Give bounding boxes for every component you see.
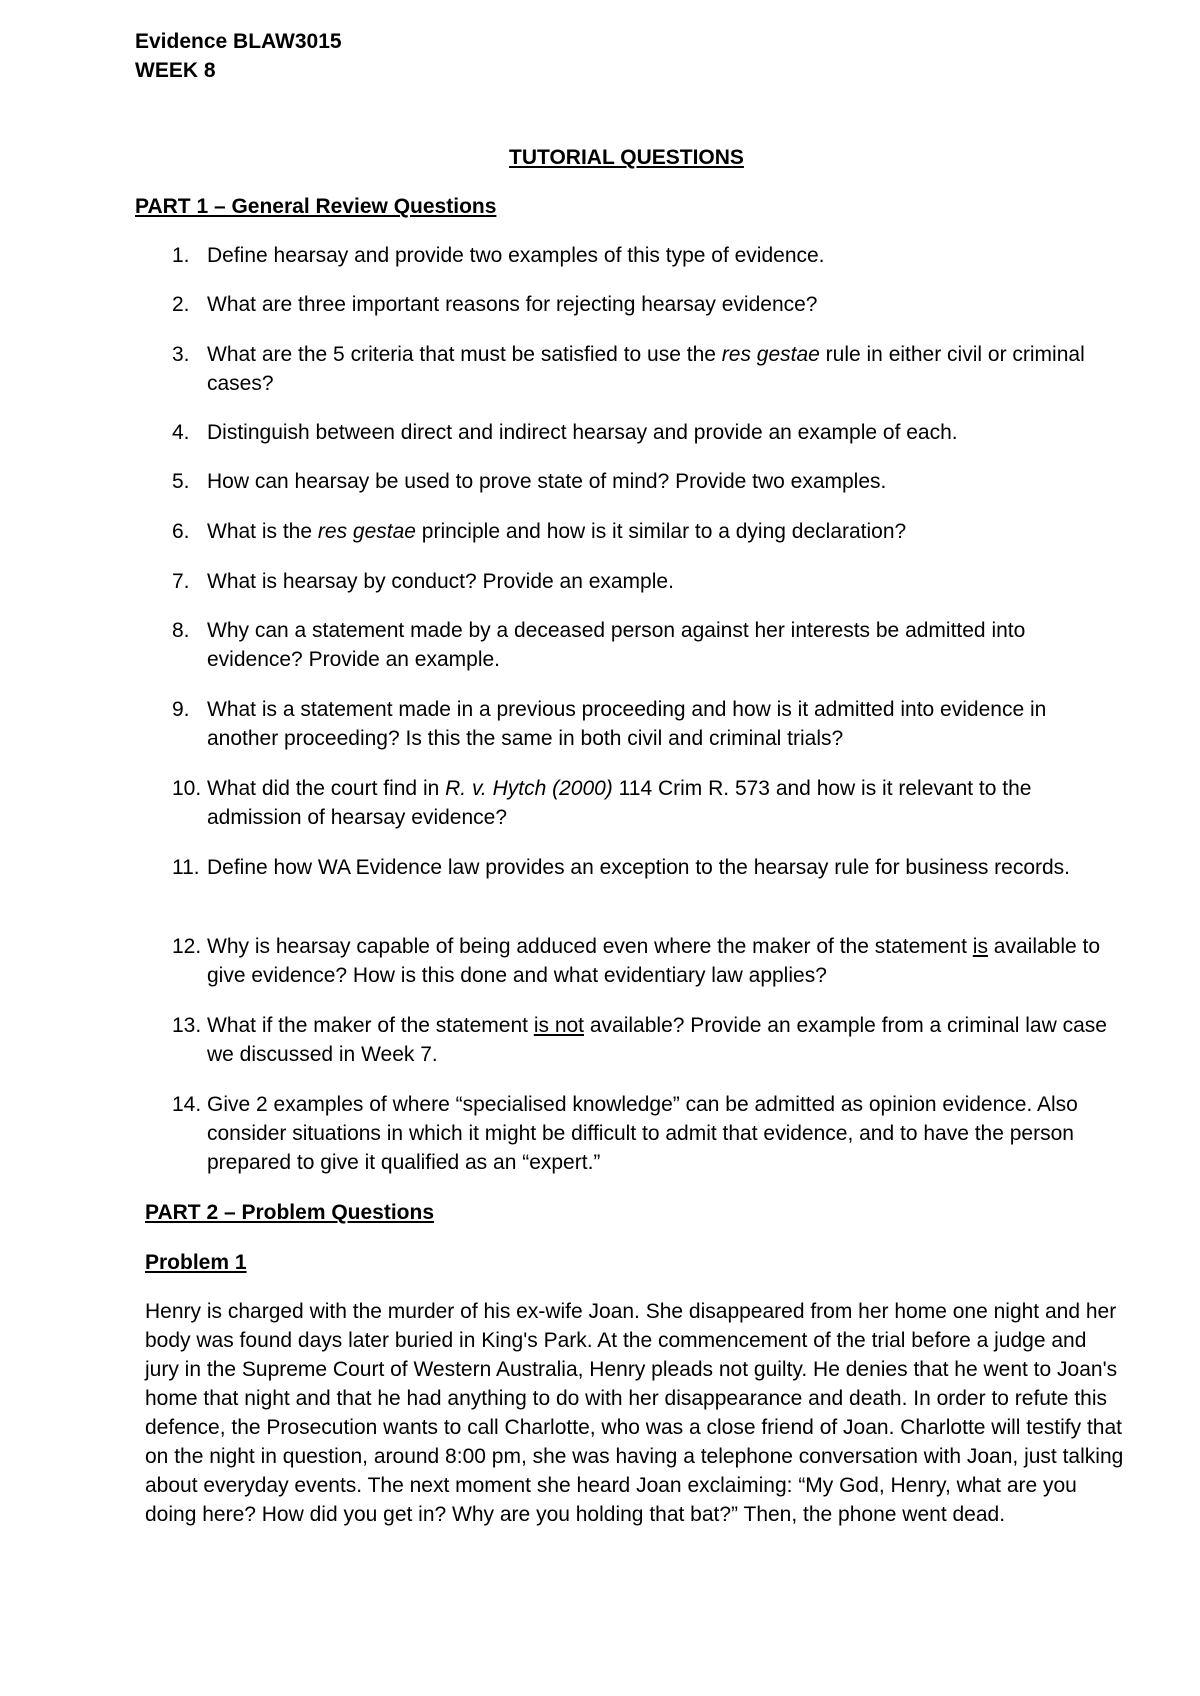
question-text: What if the maker of the statement is not available? Provide an example from a criminal law case we discussed in Week 7. xyxy=(207,1014,1107,1066)
question-number: 11. xyxy=(172,856,200,879)
italic-case-name: R. v. Hytch (2000) xyxy=(445,777,613,800)
question-text: What is a statement made in a previous proceeding and how is it admitted into evidence in another proceeding? Is this the same in both civil and criminal trials? xyxy=(207,698,1047,750)
question-11 xyxy=(172,853,1122,882)
question-text: How can hearsay be used to prove state of mind? Provide two examples. xyxy=(207,470,887,493)
question-12 xyxy=(172,932,1122,990)
question-8 xyxy=(172,616,1122,674)
question-number: 7. xyxy=(172,570,190,593)
question-text: Give 2 examples of where “specialised knowledge” can be admitted as opinion evidence. Also consider situations in which it might be difficult to admit that evidence, and to have the person prepared to give it qualified as an “expert.” xyxy=(207,1093,1078,1174)
question-number: 3. xyxy=(172,343,190,366)
question-number: 5. xyxy=(172,470,190,493)
problem1-heading: Problem 1 xyxy=(145,1251,247,1274)
question-number: 6. xyxy=(172,520,190,543)
question-5 xyxy=(172,467,1122,496)
question-number: 1. xyxy=(172,244,190,267)
question-text: What are three important reasons for rejecting hearsay evidence? xyxy=(207,293,818,316)
week-label: WEEK 8 xyxy=(135,59,216,82)
question-number: 4. xyxy=(172,421,190,444)
question-number: 8. xyxy=(172,619,190,642)
underlined-word: is xyxy=(972,935,988,958)
question-9 xyxy=(172,695,1122,753)
question-text: Define how WA Evidence law provides an exception to the hearsay rule for business records. xyxy=(207,856,1071,879)
question-text: Why can a statement made by a deceased person against her interests be admitted into evidence? Provide an example. xyxy=(207,619,1026,671)
question-text: What is hearsay by conduct? Provide an example. xyxy=(207,570,674,593)
underlined-word: is not xyxy=(533,1014,585,1037)
question-number: 9. xyxy=(172,698,190,721)
problem1-text: Henry is charged with the murder of his ex-wife Joan. She disappeared from her home one night and her body was found days later buried in King's Park. At the commencement of the trial before a judge and jury in the Supreme Court of Western Australia, Henry pleads not guilty. He denies that he went to Joan's home that night and that he had anything to do with her disappearance and death. In order to refute this defence, the Prosecution wants to call Charlotte, who was a close friend of Joan. Charlotte will testify that on the night in question, around 8:00 pm, she was having a telephone conversation with Joan, just talking about everyday events. The next moment she heard Joan exclaiming: “My God, Henry, what are you doing here? How did you get in? Why are you holding that bat?” Then, the phone went dead. xyxy=(145,1300,1124,1526)
question-text: Define hearsay and provide two examples of this type of evidence. xyxy=(207,244,825,267)
question-text: Distinguish between direct and indirect hearsay and provide an example of each. xyxy=(207,421,958,444)
part1-heading: PART 1 – General Review Questions xyxy=(135,195,497,218)
course-code: Evidence BLAW3015 xyxy=(135,30,342,53)
question-text: What did the court find in R. v. Hytch (2000) 114 Crim R. 573 and how is it relevant to the admission of hearsay evidence? xyxy=(207,777,1032,829)
question-1 xyxy=(172,241,1122,270)
question-number: 10. xyxy=(172,777,202,800)
question-text: Why is hearsay capable of being adduced even where the maker of the statement is available to give evidence? How is this done and what evidentiary law applies? xyxy=(207,935,1101,987)
question-number: 14. xyxy=(172,1093,202,1116)
question-text: What is the res gestae principle and how is it similar to a dying declaration? xyxy=(207,520,907,543)
question-2 xyxy=(172,290,1122,319)
italic-term: res gestae xyxy=(721,343,820,366)
part2-heading: PART 2 – Problem Questions xyxy=(145,1201,435,1224)
question-7 xyxy=(172,567,1122,596)
question-number: 12. xyxy=(172,935,202,958)
page-title: TUTORIAL QUESTIONS xyxy=(509,146,744,169)
question-6 xyxy=(172,517,1122,546)
italic-term: res gestae xyxy=(317,520,416,543)
question-4 xyxy=(172,418,1122,447)
question-14 xyxy=(172,1090,1122,1177)
question-10 xyxy=(172,774,1122,832)
question-number: 2. xyxy=(172,293,190,316)
question-number: 13. xyxy=(172,1014,202,1037)
question-13 xyxy=(172,1011,1122,1069)
question-3 xyxy=(172,340,1122,398)
question-text: What are the 5 criteria that must be satisfied to use the res gestae rule in either civil or criminal cases? xyxy=(207,343,1085,395)
